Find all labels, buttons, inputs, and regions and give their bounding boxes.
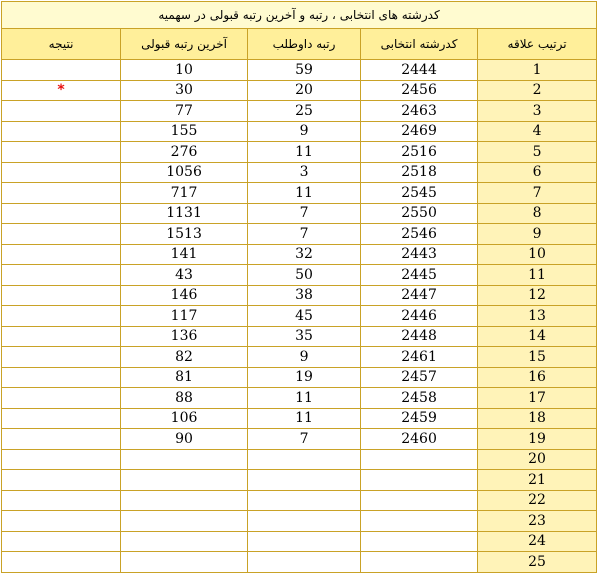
cell-rank: 9 (248, 347, 361, 368)
cell-rank: 11 (248, 408, 361, 429)
cell-result (2, 203, 121, 224)
cell-last-rank (121, 531, 248, 552)
cell-code: 2545 (361, 183, 478, 204)
cell-priority: 1 (478, 60, 597, 81)
cell-rank (248, 470, 361, 491)
table-row (2, 60, 597, 81)
cell-priority: 13 (478, 306, 597, 327)
cell-rank (248, 511, 361, 532)
cell-result: * (2, 80, 121, 101)
cell-result (2, 388, 121, 409)
header-last-rank: آخرین رتبه قبولی (121, 29, 248, 60)
cell-priority: 22 (478, 490, 597, 511)
cell-code: 2458 (361, 388, 478, 409)
cell-code: 2444 (361, 60, 478, 81)
table-row (2, 203, 597, 224)
cell-last-rank (121, 470, 248, 491)
cell-priority: 17 (478, 388, 597, 409)
cell-rank: 45 (248, 306, 361, 327)
cell-rank (248, 552, 361, 573)
cell-code: 2546 (361, 224, 478, 245)
table-row (2, 429, 597, 450)
cell-rank: 9 (248, 121, 361, 142)
cell-last-rank: 1131 (121, 203, 248, 224)
cell-code: 2459 (361, 408, 478, 429)
cell-result (2, 121, 121, 142)
table-row (2, 367, 597, 388)
cell-code: 2457 (361, 367, 478, 388)
cell-priority: 25 (478, 552, 597, 573)
table-row (2, 408, 597, 429)
cell-rank: 59 (248, 60, 361, 81)
cell-priority: 10 (478, 244, 597, 265)
table-header-row (2, 29, 597, 60)
header-priority: ترتیب علاقه (478, 29, 597, 60)
cell-code (361, 449, 478, 470)
cell-rank: 11 (248, 388, 361, 409)
cell-result (2, 265, 121, 286)
cell-code (361, 470, 478, 491)
cell-result (2, 367, 121, 388)
cell-priority: 20 (478, 449, 597, 470)
cell-code (361, 552, 478, 573)
cell-last-rank: 117 (121, 306, 248, 327)
cell-priority: 2 (478, 80, 597, 101)
cell-result (2, 470, 121, 491)
cell-result (2, 142, 121, 163)
table-row (2, 265, 597, 286)
header-result: نتیجه (2, 29, 121, 60)
cell-rank: 20 (248, 80, 361, 101)
choices-results-table (1, 1, 597, 573)
table-body (2, 60, 597, 573)
cell-result (2, 429, 121, 450)
cell-last-rank: 77 (121, 101, 248, 122)
cell-code: 2456 (361, 80, 478, 101)
cell-priority: 7 (478, 183, 597, 204)
cell-priority: 18 (478, 408, 597, 429)
cell-last-rank: 1513 (121, 224, 248, 245)
cell-rank (248, 490, 361, 511)
cell-code (361, 511, 478, 532)
cell-priority: 21 (478, 470, 597, 491)
cell-rank: 11 (248, 183, 361, 204)
table-row (2, 347, 597, 368)
cell-code (361, 490, 478, 511)
header-code: کدرشته انتخابی (361, 29, 478, 60)
cell-priority: 9 (478, 224, 597, 245)
table-title: کدرشته های انتخابی ، رتبه و آخرین رتبه قبولی در سهمیه (2, 2, 597, 29)
cell-last-rank (121, 552, 248, 573)
table-row (2, 162, 597, 183)
table-row (2, 121, 597, 142)
cell-rank (248, 449, 361, 470)
table-row (2, 244, 597, 265)
cell-priority: 14 (478, 326, 597, 347)
cell-priority: 24 (478, 531, 597, 552)
table-row (2, 306, 597, 327)
results-table-container (1, 1, 596, 571)
cell-result (2, 101, 121, 122)
table-row (2, 490, 597, 511)
cell-last-rank: 146 (121, 285, 248, 306)
cell-result (2, 60, 121, 81)
cell-rank: 7 (248, 429, 361, 450)
cell-result (2, 408, 121, 429)
cell-last-rank: 717 (121, 183, 248, 204)
table-row (2, 470, 597, 491)
cell-result (2, 511, 121, 532)
cell-last-rank: 106 (121, 408, 248, 429)
cell-code: 2518 (361, 162, 478, 183)
cell-priority: 23 (478, 511, 597, 532)
cell-rank: 3 (248, 162, 361, 183)
cell-last-rank: 10 (121, 60, 248, 81)
cell-result (2, 162, 121, 183)
cell-priority: 4 (478, 121, 597, 142)
cell-last-rank: 1056 (121, 162, 248, 183)
cell-code: 2443 (361, 244, 478, 265)
cell-result (2, 285, 121, 306)
cell-last-rank: 81 (121, 367, 248, 388)
cell-rank: 32 (248, 244, 361, 265)
table-row (2, 285, 597, 306)
cell-last-rank: 88 (121, 388, 248, 409)
header-rank: رتبه داوطلب (248, 29, 361, 60)
cell-last-rank (121, 511, 248, 532)
cell-rank: 25 (248, 101, 361, 122)
cell-priority: 3 (478, 101, 597, 122)
table-row (2, 326, 597, 347)
cell-code: 2469 (361, 121, 478, 142)
cell-result (2, 183, 121, 204)
cell-code (361, 531, 478, 552)
table-title-row (2, 2, 597, 29)
cell-last-rank: 43 (121, 265, 248, 286)
cell-code: 2461 (361, 347, 478, 368)
cell-priority: 8 (478, 203, 597, 224)
table-row (2, 531, 597, 552)
cell-priority: 11 (478, 265, 597, 286)
cell-priority: 5 (478, 142, 597, 163)
cell-rank: 35 (248, 326, 361, 347)
cell-code: 2448 (361, 326, 478, 347)
cell-code: 2516 (361, 142, 478, 163)
cell-rank: 7 (248, 224, 361, 245)
table-row (2, 101, 597, 122)
cell-last-rank: 141 (121, 244, 248, 265)
cell-code: 2460 (361, 429, 478, 450)
cell-result (2, 306, 121, 327)
cell-result (2, 490, 121, 511)
table-row (2, 388, 597, 409)
cell-priority: 6 (478, 162, 597, 183)
cell-result (2, 326, 121, 347)
cell-priority: 12 (478, 285, 597, 306)
cell-rank: 7 (248, 203, 361, 224)
cell-result (2, 224, 121, 245)
cell-last-rank: 90 (121, 429, 248, 450)
cell-priority: 16 (478, 367, 597, 388)
cell-last-rank: 136 (121, 326, 248, 347)
cell-last-rank: 155 (121, 121, 248, 142)
table-row (2, 183, 597, 204)
cell-result (2, 347, 121, 368)
cell-rank: 11 (248, 142, 361, 163)
cell-last-rank: 82 (121, 347, 248, 368)
cell-code: 2463 (361, 101, 478, 122)
cell-last-rank: 276 (121, 142, 248, 163)
table-row (2, 552, 597, 573)
cell-code: 2445 (361, 265, 478, 286)
cell-result (2, 244, 121, 265)
cell-code: 2446 (361, 306, 478, 327)
cell-rank: 19 (248, 367, 361, 388)
table-row (2, 142, 597, 163)
cell-rank: 50 (248, 265, 361, 286)
cell-last-rank (121, 449, 248, 470)
cell-priority: 19 (478, 429, 597, 450)
cell-result (2, 552, 121, 573)
table-row (2, 449, 597, 470)
table-row (2, 80, 597, 101)
cell-last-rank (121, 490, 248, 511)
cell-result (2, 531, 121, 552)
cell-result (2, 449, 121, 470)
cell-last-rank: 30 (121, 80, 248, 101)
table-row (2, 511, 597, 532)
cell-code: 2447 (361, 285, 478, 306)
cell-rank: 38 (248, 285, 361, 306)
table-row (2, 224, 597, 245)
cell-rank (248, 531, 361, 552)
cell-code: 2550 (361, 203, 478, 224)
cell-priority: 15 (478, 347, 597, 368)
